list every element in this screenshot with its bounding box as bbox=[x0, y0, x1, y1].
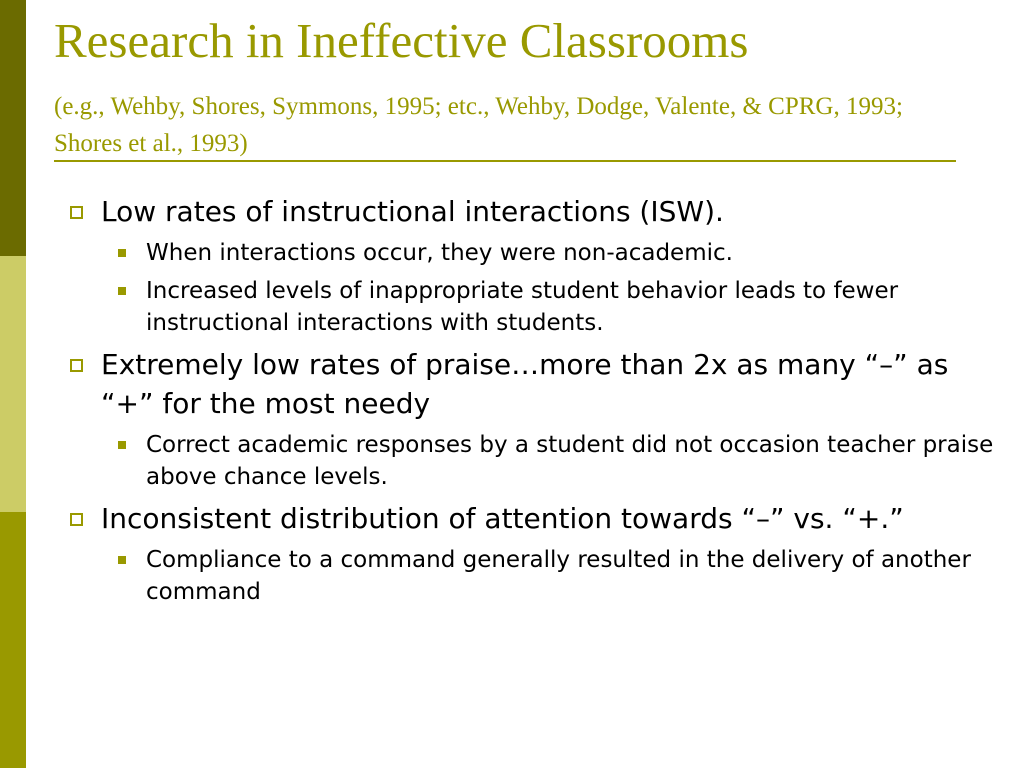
sub-bullet-item bbox=[101, 429, 1024, 493]
sidebar-band-middle bbox=[0, 256, 26, 512]
sub-bullet-text: Increased levels of inappropriate student behavior leads to fewer instructional interactions with students. bbox=[146, 278, 899, 336]
bullet-text: Low rates of instructional interactions (ISW). bbox=[101, 195, 724, 228]
slide-subtitle-citations: (e.g., Wehby, Shores, Symmons, 1995; etc., Wehby, Dodge, Valente, & CPRG, 1993; Shores et al., 1993) bbox=[54, 93, 903, 157]
bullet-text: Extremely low rates of praise…more than 2x as many “–” as “+” for the most needy bbox=[101, 348, 949, 420]
title-underline-rule bbox=[54, 160, 956, 162]
filled-square-bullet-icon bbox=[118, 441, 126, 449]
sub-bullet-text: Correct academic responses by a student did not occasion teacher praise above chance levels. bbox=[146, 432, 994, 490]
hollow-square-bullet-icon bbox=[70, 206, 83, 219]
sub-bullet-text: When interactions occur, they were non-academic. bbox=[146, 240, 733, 266]
sidebar-band-bottom bbox=[0, 512, 26, 768]
filled-square-bullet-icon bbox=[118, 249, 126, 257]
hollow-square-bullet-icon bbox=[70, 359, 83, 372]
sub-bullet-list bbox=[64, 237, 1004, 339]
sidebar-band-top bbox=[0, 0, 26, 256]
bullet-list bbox=[64, 192, 1004, 614]
sub-bullet-item bbox=[101, 237, 1024, 269]
bullet-item bbox=[64, 345, 1004, 423]
sub-bullet-item bbox=[101, 275, 1024, 339]
bullet-item bbox=[64, 499, 1004, 538]
bullet-item bbox=[64, 192, 1004, 231]
filled-square-bullet-icon bbox=[118, 287, 126, 295]
sub-bullet-item bbox=[101, 544, 1024, 608]
sub-bullet-text: Compliance to a command generally resulted in the delivery of another command bbox=[146, 547, 971, 605]
sub-bullet-list bbox=[64, 544, 1004, 608]
filled-square-bullet-icon bbox=[118, 556, 126, 564]
hollow-square-bullet-icon bbox=[70, 513, 83, 526]
sub-bullet-list bbox=[64, 429, 1004, 493]
slide-title: Research in Ineffective Classrooms bbox=[54, 13, 749, 68]
bullet-text: Inconsistent distribution of attention towards “–” vs. “+.” bbox=[101, 502, 904, 535]
